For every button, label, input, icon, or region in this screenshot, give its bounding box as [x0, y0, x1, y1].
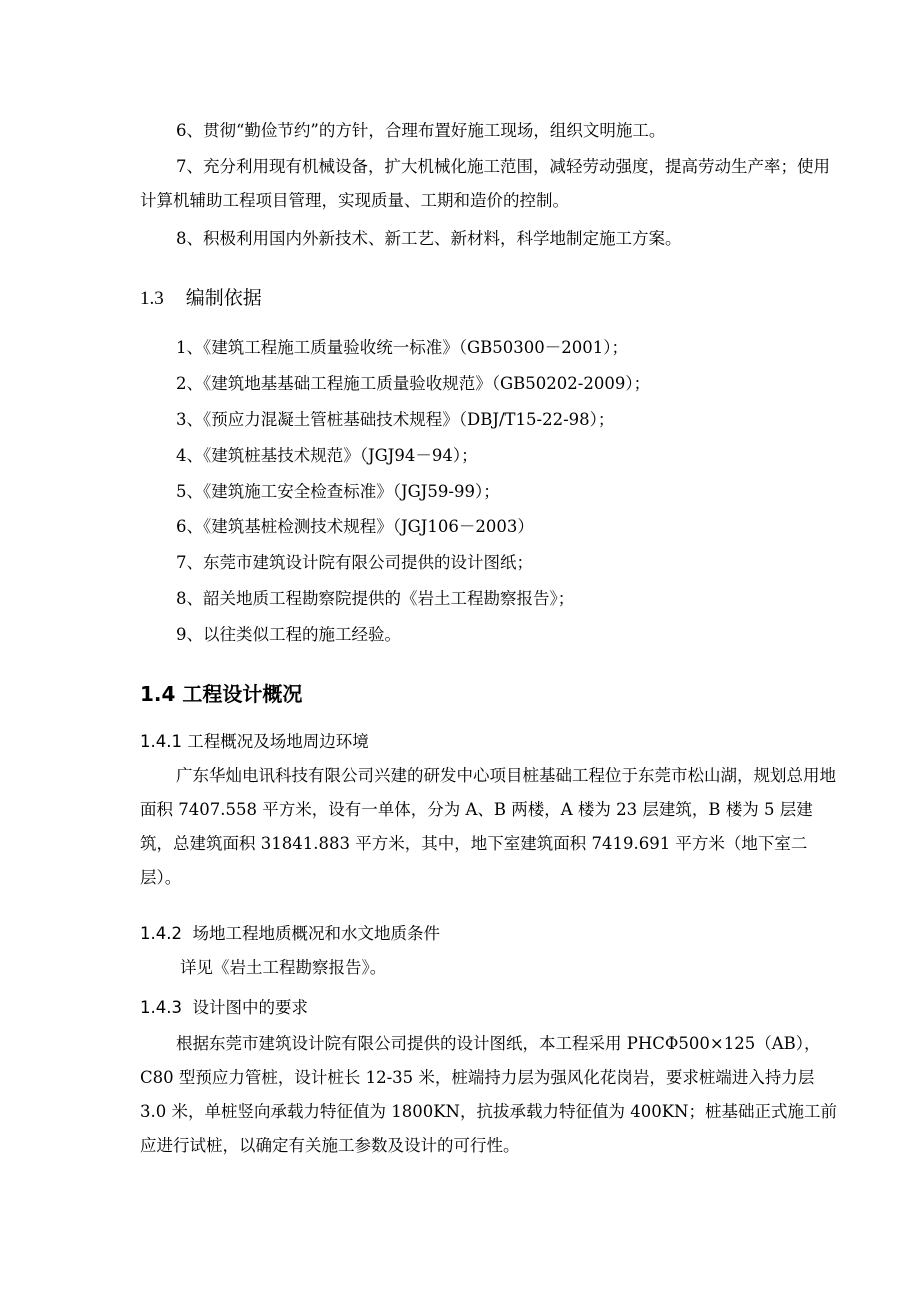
basis-item-7: 7、东莞市建筑设计院有限公司提供的设计图纸； [176, 553, 533, 572]
section-1-4-3-heading [140, 994, 308, 1018]
section-1-4-3-number: 1.4.3 [140, 998, 182, 1017]
basis-item-3: 3、《预应力混凝土管桩基础技术规程》（DBJ/T15-22-98）； [176, 410, 615, 429]
principle-item-7 [140, 150, 840, 218]
principle-item-8: 8、积极利用国内外新技术、新工艺、新材料，科学地制定施工方案。 [176, 229, 682, 248]
section-1-4-1-body [140, 759, 840, 895]
section-1-4-1-text: 广东华灿电讯科技有限公司兴建的研发中心项目桩基础工程位于东莞市松山湖，规划总用地面积 7407.558 平方米，设有一单体，分为 A、B 两楼，A 楼为 23 层建筑，B 楼为 5 层建筑，总建筑面积 31841.883 平方米，其中，地下室建筑面积 7419.691 平方米（地下室二层）。 [140, 766, 836, 887]
section-1-3-heading [140, 283, 262, 310]
basis-item-2: 2、《建筑地基基础工程施工质量验收规范》（GB50202-2009）； [176, 374, 651, 393]
section-1-3-title: 编制依据 [185, 287, 262, 309]
basis-item-4: 4、《建筑桩基技术规范》（JGJ94－94）； [176, 446, 478, 465]
section-1-4-3-body [140, 1027, 840, 1163]
section-1-4-2-title: 场地工程地质概况和水文地质条件 [192, 924, 440, 943]
basis-item-9: 9、以往类似工程的施工经验。 [176, 625, 401, 644]
principle-item-7-text: 7、充分利用现有机械设备，扩大机械化施工范围，减轻劳动强度，提高劳动生产率；使用计算机辅助工程项目管理，实现质量、工期和造价的控制。 [140, 157, 830, 210]
section-1-4-1-heading: 1.4.1 工程概况及场地周边环境 [140, 732, 369, 751]
basis-item-1: 1、《建筑工程施工质量验收统一标准》（GB50300－2001）； [176, 338, 629, 357]
section-1-4-heading: 1.4 工程设计概况 [140, 682, 303, 706]
section-1-4-2-heading [140, 920, 440, 944]
principle-item-6: 6、贯彻“勤俭节约”的方针，合理布置好施工现场，组织文明施工。 [176, 121, 666, 140]
section-1-4-2-body: 详见《岩土工程勘察报告》。 [180, 958, 387, 977]
section-1-4-2-number: 1.4.2 [140, 924, 182, 943]
basis-item-5: 5、《建筑施工安全检查标准》（JGJ59-99）； [176, 482, 500, 501]
section-1-4-3-title: 设计图中的要求 [192, 998, 308, 1017]
basis-item-8: 8、韶关地质工程勘察院提供的《岩土工程勘察报告》； [176, 589, 575, 608]
section-1-3-number: 1.3 [140, 288, 164, 309]
basis-item-6: 6、《建筑基桩检测技术规程》（JGJ106－2003） [176, 517, 534, 536]
section-1-4-3-text: 根据东莞市建筑设计院有限公司提供的设计图纸，本工程采用 PHCΦ500×125（AB），C80 型预应力管桩，设计桩长 12-35 米，桩端持力层为强风化花岗岩，要求桩端进入持力层 3.0 米，单桩竖向承载力特征值为 1800KN，抗拔承载力特征值为 400KN；桩基础正式施工前应进行试桩，以确定有关施工参数及设计的可行性。 [140, 1034, 837, 1155]
